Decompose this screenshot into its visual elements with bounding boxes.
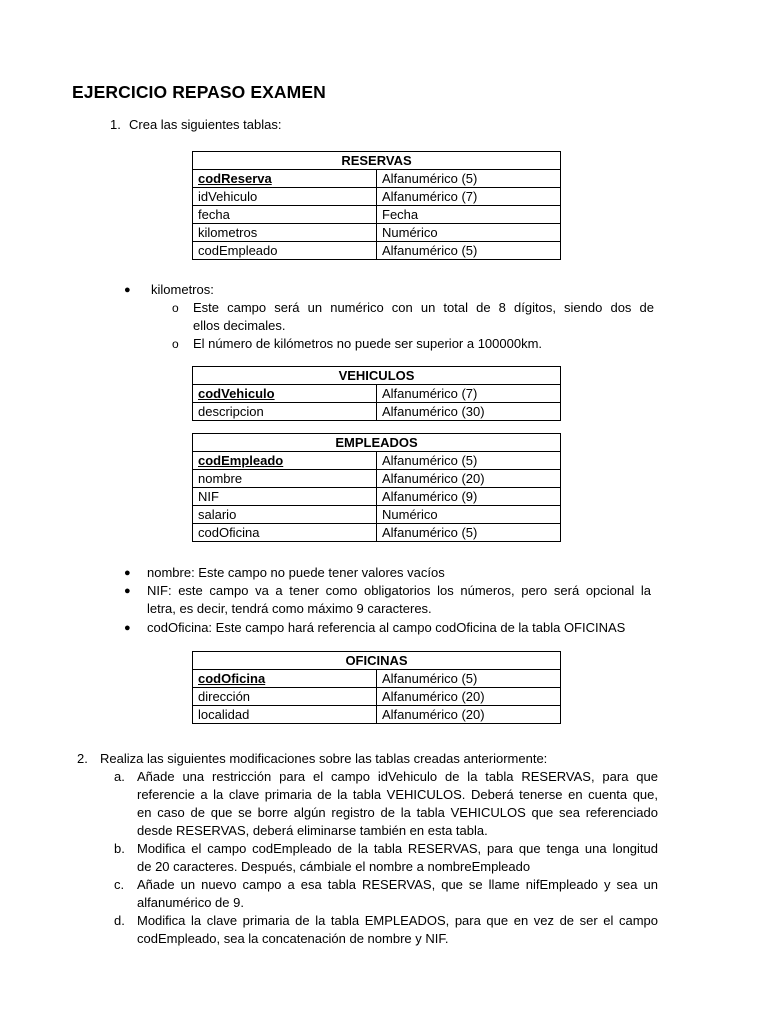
section2-heading: Realiza las siguientes modificaciones sobre las tablas creadas anteriormente:: [100, 751, 548, 766]
table-row: [193, 706, 561, 724]
field-type: Alfanumérico (7): [377, 188, 561, 206]
emp-note-2: NIF: este campo va a tener como obligatorios los números, pero será opcional la: [147, 583, 651, 598]
table-row: [193, 506, 561, 524]
field-name: dirección: [193, 688, 377, 706]
emp-note-1: nombre: Este campo no puede tener valores vacíos: [147, 565, 445, 580]
item-c-label: c.: [114, 877, 125, 892]
section1-heading: Crea las siguientes tablas:: [129, 117, 282, 132]
bullet-icon: ●: [124, 585, 131, 597]
item-a-line: en caso de que se borre algún registro de la tabla VEHICULOS que sea referenciado: [137, 805, 658, 820]
vehiculos-table: [192, 366, 561, 421]
field-name: codReserva: [193, 170, 377, 188]
field-type: Alfanumérico (9): [377, 488, 561, 506]
item-b-label: b.: [114, 841, 125, 856]
bullet-icon: ●: [124, 622, 131, 634]
oficinas-table: [192, 651, 561, 724]
field-type: Alfanumérico (7): [377, 385, 561, 403]
table-row: [193, 670, 561, 688]
field-type: Fecha: [377, 206, 561, 224]
field-name: codEmpleado: [193, 242, 377, 260]
field-name: codOficina: [193, 670, 377, 688]
table-row: [193, 188, 561, 206]
table-row: [193, 224, 561, 242]
table-row: [193, 385, 561, 403]
item-a-line: Añade una restricción para el campo idVehiculo de la tabla RESERVAS, para que: [137, 769, 658, 784]
field-name: localidad: [193, 706, 377, 724]
field-name: descripcion: [193, 403, 377, 421]
item-b-line: de 20 caracteres. Después, cámbiale el nombre a nombreEmpleado: [137, 859, 531, 874]
bullet-icon: ●: [124, 284, 131, 296]
field-name: kilometros: [193, 224, 377, 242]
field-name: nombre: [193, 470, 377, 488]
item-d-line: Modifica la clave primaria de la tabla EMPLEADOS, para que en vez de ser el campo: [137, 913, 658, 928]
emp-note-3: codOficina: Este campo hará referencia al campo codOficina de la tabla OFICINAS: [147, 620, 626, 635]
item-a-line: referencie a la clave primaria de la tabla VEHICULOS. Deberá tenerse en cuenta que,: [137, 787, 658, 802]
field-type: Alfanumérico (5): [377, 670, 561, 688]
item-c-line: Añade un nuevo campo a esa tabla RESERVAS, que se llame nifEmpleado y sea un: [137, 877, 658, 892]
emp-note-2b: letra, es decir, tendrá como máximo 9 caracteres.: [147, 601, 432, 616]
table-title: RESERVAS: [193, 152, 561, 170]
item-d-line: codEmpleado, sea la concatenación de nombre y NIF.: [137, 931, 449, 946]
field-type: Alfanumérico (5): [377, 242, 561, 260]
field-name: codVehiculo: [193, 385, 377, 403]
table-row: [193, 688, 561, 706]
field-type: Alfanumérico (20): [377, 688, 561, 706]
table-row: [193, 403, 561, 421]
circle-bullet-icon: o: [172, 337, 179, 351]
bullet-icon: ●: [124, 567, 131, 579]
km-note-1b: ellos decimales.: [193, 318, 286, 333]
field-name: codOficina: [193, 524, 377, 542]
item-c-line: alfanumérico de 9.: [137, 895, 244, 910]
table-row: [193, 470, 561, 488]
page-title: EJERCICIO REPASO EXAMEN: [72, 82, 326, 102]
field-name: fecha: [193, 206, 377, 224]
field-name: codEmpleado: [193, 452, 377, 470]
field-type: Alfanumérico (20): [377, 470, 561, 488]
item-a-label: a.: [114, 769, 125, 784]
field-type: Alfanumérico (30): [377, 403, 561, 421]
km-bullet: kilometros:: [151, 282, 214, 297]
table-title: VEHICULOS: [193, 367, 561, 385]
table-row: [193, 242, 561, 260]
circle-bullet-icon: o: [172, 301, 179, 315]
field-name: NIF: [193, 488, 377, 506]
field-type: Alfanumérico (20): [377, 706, 561, 724]
item-a-line: desde RESERVAS, deberá eliminarse también en esta tabla.: [137, 823, 488, 838]
field-name: idVehiculo: [193, 188, 377, 206]
field-type: Numérico: [377, 224, 561, 242]
field-type: Numérico: [377, 506, 561, 524]
field-type: Alfanumérico (5): [377, 170, 561, 188]
table-row: [193, 488, 561, 506]
km-note-1: Este campo será un numérico con un total de 8 dígitos, siendo dos de: [193, 300, 654, 315]
section2-number: 2.: [77, 751, 88, 766]
km-note-2: El número de kilómetros no puede ser superior a 100000km.: [193, 336, 543, 351]
field-name: salario: [193, 506, 377, 524]
field-type: Alfanumérico (5): [377, 452, 561, 470]
table-row: [193, 452, 561, 470]
field-type: Alfanumérico (5): [377, 524, 561, 542]
reservas-table: [192, 151, 561, 260]
table-title: OFICINAS: [193, 652, 561, 670]
section1-number: 1.: [110, 117, 121, 132]
empleados-table: [192, 433, 561, 542]
item-d-label: d.: [114, 913, 125, 928]
table-row: [193, 524, 561, 542]
table-row: [193, 170, 561, 188]
table-title: EMPLEADOS: [193, 434, 561, 452]
table-row: [193, 206, 561, 224]
item-b-line: Modifica el campo codEmpleado de la tabla RESERVAS, para que tenga una longitud: [137, 841, 658, 856]
